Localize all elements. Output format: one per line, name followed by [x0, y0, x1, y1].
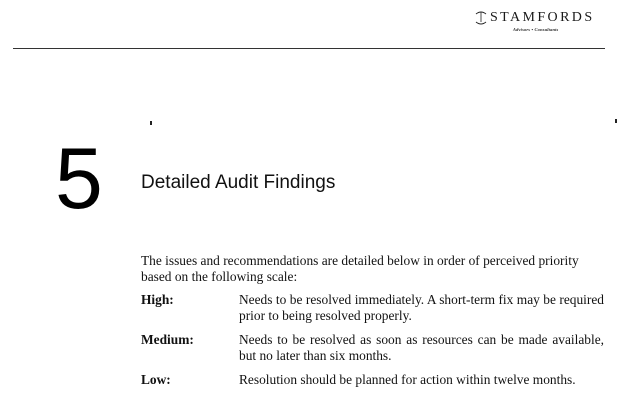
brand-logo [470, 9, 602, 35]
margin-mark-right [615, 119, 617, 123]
intro-paragraph: The issues and recommendations are detailed below in order of perceived priority based on the following scale: [141, 253, 579, 284]
chapter-title: Detailed Audit Findings [141, 172, 336, 193]
margin-mark-left [150, 121, 152, 125]
header-rule [13, 48, 605, 49]
brand-tagline: Advisors • Consultants [513, 27, 559, 32]
priority-description: Resolution should be planned for action within twelve months. [239, 372, 576, 387]
brand-name: STAMFORDS [490, 10, 595, 25]
priority-description: Needs to be resolved as soon as resources can be made available, but no later than six months. [239, 332, 604, 363]
priority-term: Medium: [141, 332, 194, 347]
stamfords-logo-icon [474, 10, 488, 26]
priority-description: Needs to be resolved immediately. A short-term fix may be required prior to being resolved properly. [239, 292, 604, 323]
chapter-number: 5 [55, 131, 103, 227]
priority-term: High: [141, 292, 174, 307]
priority-term: Low: [141, 372, 171, 387]
